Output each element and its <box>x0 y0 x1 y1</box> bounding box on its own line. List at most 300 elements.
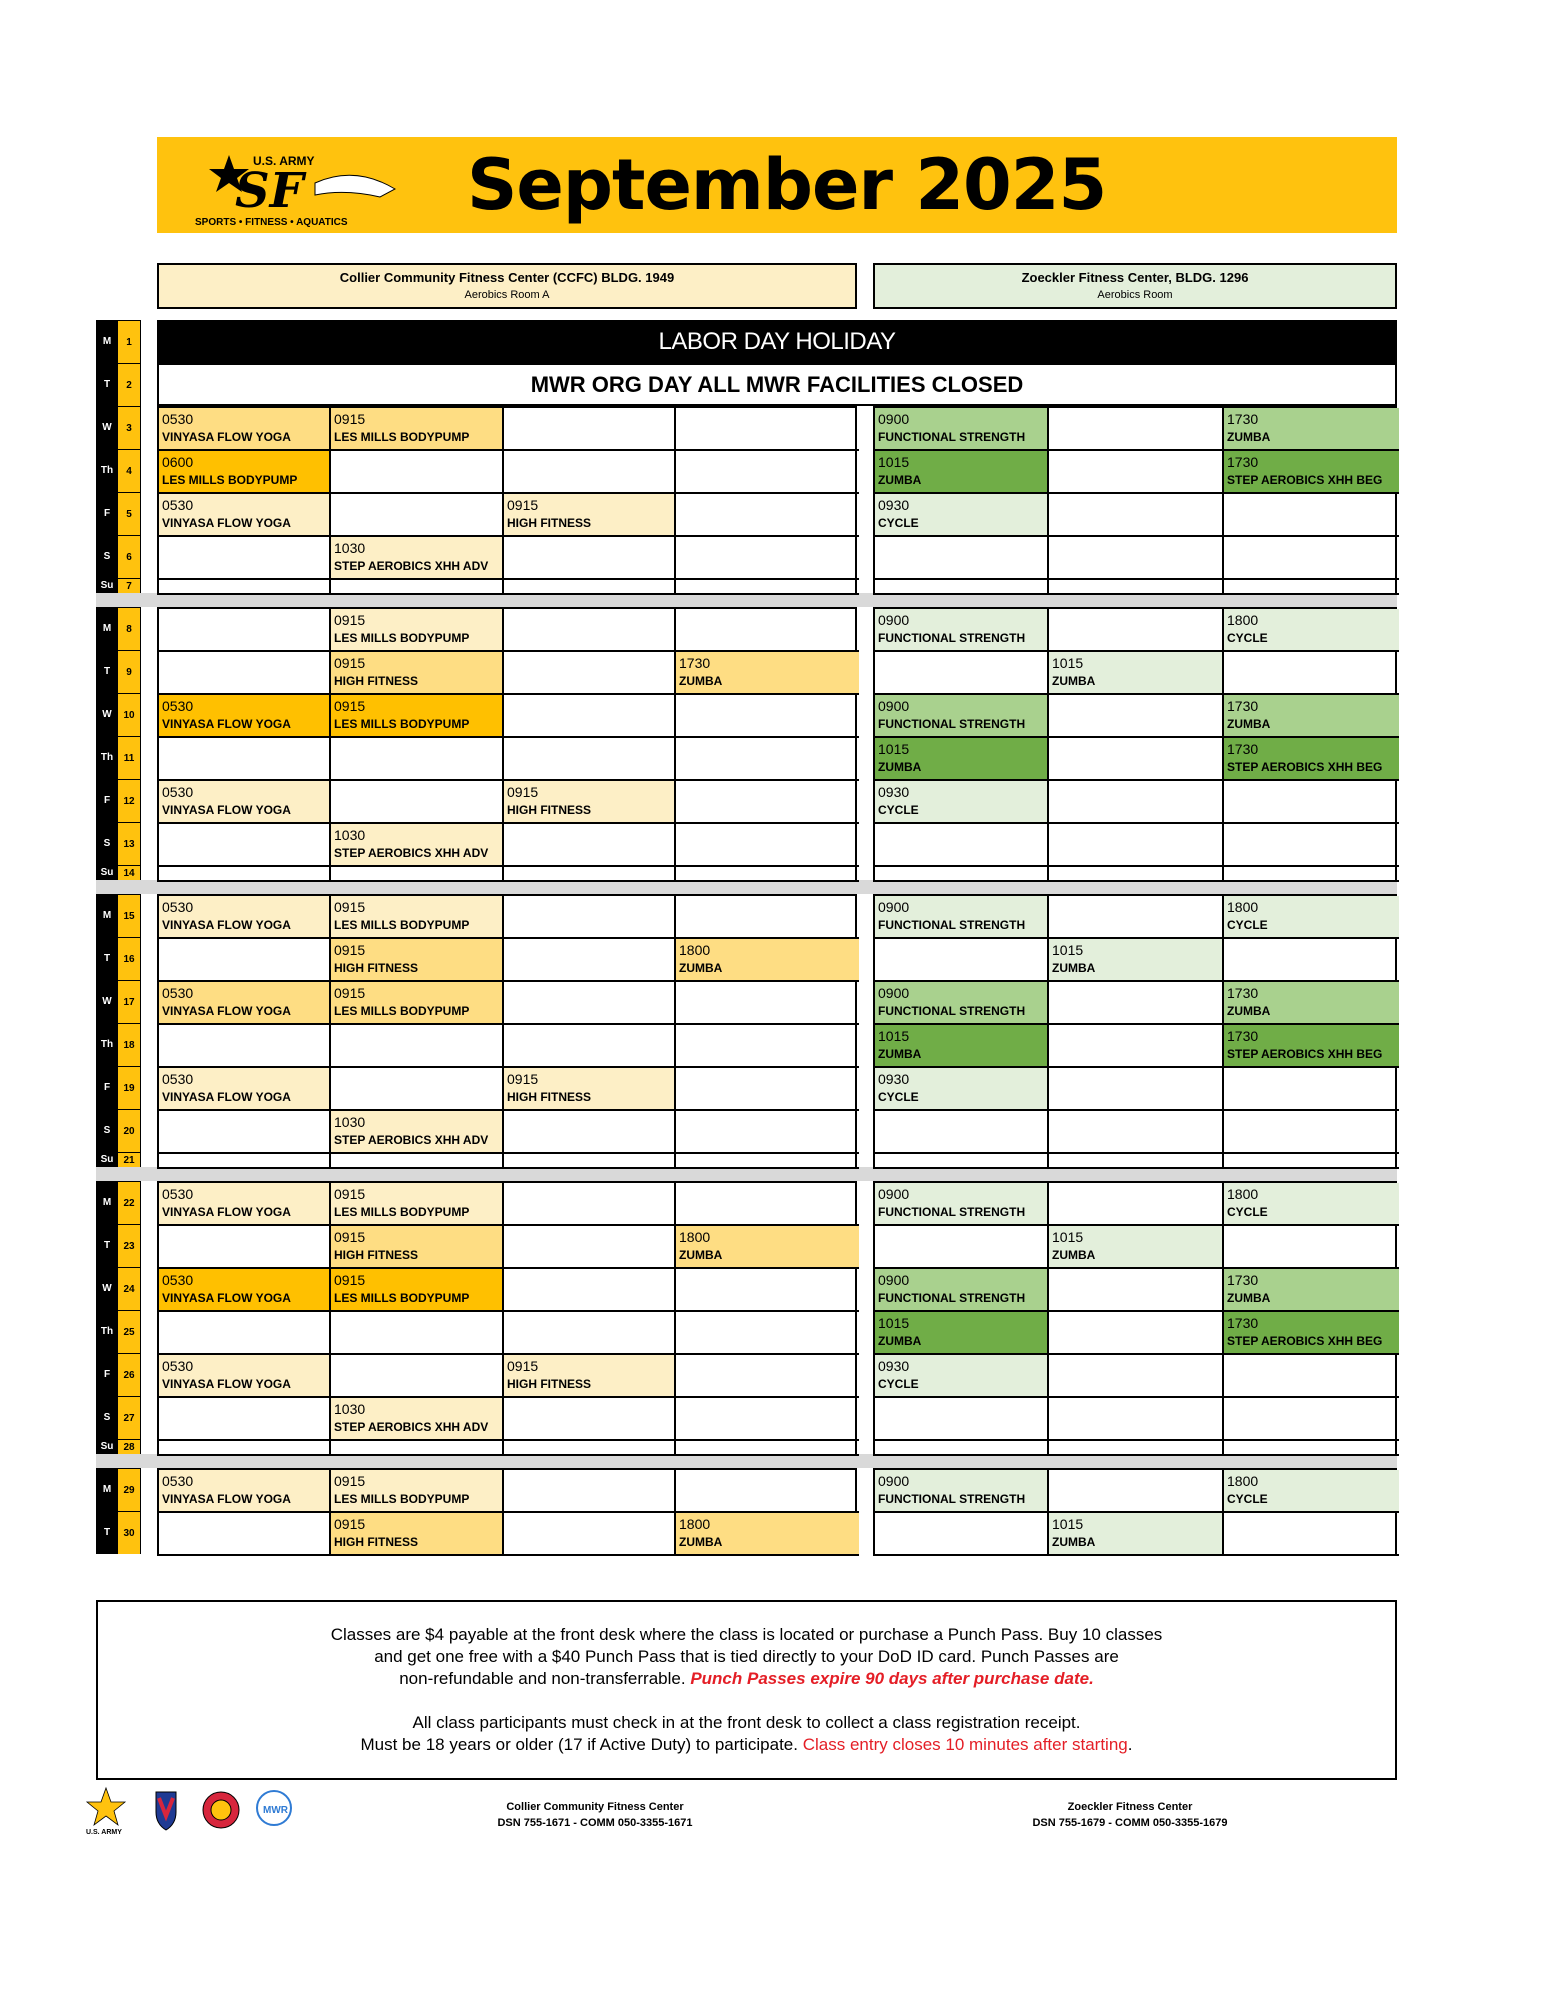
day-of-week-label: Su <box>100 867 114 878</box>
day-of-week-label: S <box>103 1125 111 1136</box>
class-cell <box>1224 982 1399 1025</box>
class-cell <box>1224 1025 1399 1068</box>
day-number-label: 19 <box>118 1066 140 1109</box>
schedule-cell <box>875 824 1049 867</box>
zoeckler-week-block <box>873 1181 1397 1456</box>
class-cell <box>875 1025 1049 1068</box>
day-number-label: 29 <box>118 1468 140 1511</box>
schedule-cell <box>676 494 859 537</box>
schedule-cell <box>504 939 676 982</box>
collier-week-block <box>157 1468 857 1556</box>
class-cell <box>331 652 504 695</box>
schedule-cell <box>676 1355 859 1398</box>
schedule-cell <box>1224 824 1399 867</box>
schedule-cell <box>676 1470 859 1513</box>
schedule-cell <box>504 580 676 595</box>
day-of-week-label: F <box>103 508 111 519</box>
class-time: 0915 <box>334 1186 366 1202</box>
schedule-cell <box>504 652 676 695</box>
day-of-week-label: Th <box>100 465 114 476</box>
schedule-cell <box>504 982 676 1025</box>
class-name: VINYASA FLOW YOGA <box>162 1492 291 1506</box>
class-name: HIGH FITNESS <box>334 1248 419 1262</box>
class-cell <box>159 1355 331 1398</box>
day-number-label: 7 <box>118 578 140 593</box>
class-time: 0530 <box>162 411 194 427</box>
class-time: 0915 <box>334 612 366 628</box>
day-number-label: 16 <box>118 937 140 980</box>
schedule-cell <box>676 982 859 1025</box>
class-cell <box>1049 939 1224 982</box>
schedule-cell <box>676 1312 859 1355</box>
day-of-week-label: T <box>103 1527 111 1538</box>
class-name: ZUMBA <box>1052 674 1096 688</box>
schedule-cell <box>1049 580 1224 595</box>
class-cell <box>159 1269 331 1312</box>
class-cell <box>875 1355 1049 1398</box>
day-number-label: 9 <box>118 650 140 693</box>
day-of-week-label: T <box>103 953 111 964</box>
day-of-week-label: W <box>102 422 112 433</box>
info-line <box>98 1734 1395 1756</box>
info-text: Must be 18 years or older (17 if Active Duty) to participate. <box>360 1735 798 1754</box>
schedule-cell <box>676 609 859 652</box>
schedule-cell <box>331 867 504 882</box>
class-name: CYCLE <box>878 1377 919 1391</box>
class-cell <box>875 896 1049 939</box>
week-separator <box>96 1167 1397 1181</box>
schedule-cell <box>1049 1312 1224 1355</box>
class-cell <box>676 939 859 982</box>
schedule-cell <box>159 738 331 781</box>
class-cell <box>875 982 1049 1025</box>
class-name: VINYASA FLOW YOGA <box>162 1090 291 1104</box>
class-name: ZUMBA <box>679 1248 723 1262</box>
class-cell <box>331 1111 504 1154</box>
class-time: 0915 <box>334 985 366 1001</box>
class-cell <box>331 609 504 652</box>
class-cell <box>159 982 331 1025</box>
army-star-icon <box>86 1788 125 1836</box>
schedule-cell <box>1049 1111 1224 1154</box>
zoeckler-week-block <box>873 607 1397 882</box>
mwr-label: MWR <box>263 1805 288 1816</box>
schedule-cell <box>159 1513 331 1556</box>
day-of-week-label: Th <box>100 752 114 763</box>
schedule-cell <box>676 1025 859 1068</box>
class-time: 1800 <box>679 1229 711 1245</box>
contact-phone: DSN 755-1679 - COMM 050-3355-1679 <box>1032 1817 1228 1829</box>
class-time: 0915 <box>507 1071 539 1087</box>
class-time: 1015 <box>1052 942 1084 958</box>
class-time: 1730 <box>1227 1272 1259 1288</box>
day-of-week-label: M <box>102 336 112 347</box>
class-name: STEP AEROBICS XHH ADV <box>334 559 489 573</box>
schedule-cell <box>504 537 676 580</box>
header-banner <box>157 137 1397 233</box>
class-time: 0930 <box>878 497 910 513</box>
day-number-label: 22 <box>118 1181 140 1224</box>
class-cell <box>159 695 331 738</box>
schedule-cell <box>1049 1441 1224 1456</box>
collier-week-block <box>157 607 857 882</box>
schedule-cell <box>159 1312 331 1355</box>
schedule-cell <box>1049 1068 1224 1111</box>
class-name: HIGH FITNESS <box>334 1535 419 1549</box>
class-time: 0900 <box>878 899 910 915</box>
class-time: 1015 <box>878 741 910 757</box>
day-number-label: 26 <box>118 1353 140 1396</box>
schedule-cell <box>504 1470 676 1513</box>
class-name: FUNCTIONAL STRENGTH <box>878 1004 1026 1018</box>
day-number-label: 18 <box>118 1023 140 1066</box>
class-name: STEP AEROBICS XHH BEG <box>1227 760 1383 774</box>
class-name: LES MILLS BODYPUMP <box>334 1205 470 1219</box>
class-name: VINYASA FLOW YOGA <box>162 1205 291 1219</box>
schedule-cell <box>1049 896 1224 939</box>
schedule-cell <box>331 1068 504 1111</box>
day-of-week-label: T <box>103 379 111 390</box>
schedule-cell <box>676 1154 859 1169</box>
class-name: ZUMBA <box>878 760 922 774</box>
class-cell <box>1224 1470 1399 1513</box>
schedule-cell <box>1224 1441 1399 1456</box>
class-time: 0915 <box>334 411 366 427</box>
schedule-cell <box>159 652 331 695</box>
schedule-cell <box>1049 1025 1224 1068</box>
class-name: HIGH FITNESS <box>507 1377 592 1391</box>
labor-day-banner: LABOR DAY HOLIDAY <box>157 320 1397 363</box>
schedule-cell <box>504 451 676 494</box>
army-label: U.S. ARMY <box>86 1829 122 1836</box>
schedule-cell <box>331 580 504 595</box>
class-name: ZUMBA <box>1227 1004 1271 1018</box>
class-name: ZUMBA <box>1052 1248 1096 1262</box>
class-name: FUNCTIONAL STRENGTH <box>878 918 1026 932</box>
class-time: 0930 <box>878 784 910 800</box>
collier-week-block <box>157 1181 857 1456</box>
week-separator <box>96 593 1397 607</box>
class-time: 1730 <box>1227 985 1259 1001</box>
class-name: VINYASA FLOW YOGA <box>162 1004 291 1018</box>
day-number-label: 3 <box>118 406 140 449</box>
class-cell <box>1224 1183 1399 1226</box>
class-time: 1800 <box>1227 1186 1259 1202</box>
class-time: 0900 <box>878 985 910 1001</box>
class-name: FUNCTIONAL STRENGTH <box>878 1205 1026 1219</box>
facility-room: Aerobics Room <box>1097 289 1173 301</box>
day-number-label: 1 <box>118 320 140 363</box>
class-cell <box>1224 896 1399 939</box>
class-name: FUNCTIONAL STRENGTH <box>878 717 1026 731</box>
class-name: VINYASA FLOW YOGA <box>162 717 291 731</box>
class-time: 0900 <box>878 1473 910 1489</box>
class-cell <box>875 1269 1049 1312</box>
info-line: Classes are $4 payable at the front desk where the class is located or purchase a Punch Pass. Buy 10 classes <box>330 1625 1163 1644</box>
class-time: 1015 <box>1052 1516 1084 1532</box>
class-cell <box>1224 408 1399 451</box>
facility-name: Zoeckler Fitness Center, BLDG. 1296 <box>1021 270 1249 285</box>
day-of-week-label: M <box>102 1197 112 1208</box>
class-name: CYCLE <box>1227 1205 1268 1219</box>
class-name: CYCLE <box>878 516 919 530</box>
class-cell <box>331 1513 504 1556</box>
class-name: VINYASA FLOW YOGA <box>162 1291 291 1305</box>
schedule-cell <box>1049 1355 1224 1398</box>
schedule-cell <box>875 1111 1049 1154</box>
day-of-week-label: T <box>103 1240 111 1251</box>
week-separator <box>96 1454 1397 1468</box>
class-cell <box>875 738 1049 781</box>
facility-header-collier <box>157 263 857 309</box>
schedule-cell <box>1049 1269 1224 1312</box>
class-time: 0530 <box>162 1272 194 1288</box>
schedule-cell <box>504 1183 676 1226</box>
day-number-label: 15 <box>118 894 140 937</box>
class-cell <box>331 537 504 580</box>
day-number-label: 11 <box>118 736 140 779</box>
class-time: 1030 <box>334 540 366 556</box>
class-name: STEP AEROBICS XHH ADV <box>334 1133 489 1147</box>
schedule-cell <box>1224 939 1399 982</box>
zoeckler-week-block <box>873 894 1397 1169</box>
class-name: STEP AEROBICS XHH BEG <box>1227 473 1383 487</box>
class-name: FUNCTIONAL STRENGTH <box>878 1291 1026 1305</box>
day-of-week-label: Th <box>100 1326 114 1337</box>
class-cell <box>331 939 504 982</box>
schedule-cell <box>1224 867 1399 882</box>
day-of-week-label: W <box>102 1283 112 1294</box>
class-time: 0915 <box>334 698 366 714</box>
schedule-cell <box>504 1398 676 1441</box>
schedule-cell <box>159 867 331 882</box>
class-cell <box>875 494 1049 537</box>
day-number-label: 24 <box>118 1267 140 1310</box>
class-cell <box>331 982 504 1025</box>
org-day-banner: MWR ORG DAY ALL MWR FACILITIES CLOSED <box>157 363 1397 406</box>
schedule-cell <box>504 1111 676 1154</box>
day-of-week-label: S <box>103 551 111 562</box>
class-time: 1030 <box>334 1114 366 1130</box>
class-cell <box>331 408 504 451</box>
class-name: ZUMBA <box>679 674 723 688</box>
contact-name: Zoeckler Fitness Center <box>1067 1801 1193 1813</box>
schedule-cell <box>331 1312 504 1355</box>
class-name: ZUMBA <box>1227 717 1271 731</box>
schedule-cell <box>676 537 859 580</box>
class-name: STEP AEROBICS XHH ADV <box>334 1420 489 1434</box>
class-time: 0915 <box>334 1272 366 1288</box>
schedule-cell <box>331 1355 504 1398</box>
schedule-cell <box>159 1154 331 1169</box>
class-time: 0915 <box>507 784 539 800</box>
class-name: LES MILLS BODYPUMP <box>334 1492 470 1506</box>
class-time: 0915 <box>334 1229 366 1245</box>
schedule-cell <box>159 1111 331 1154</box>
class-cell <box>159 451 331 494</box>
class-name: HIGH FITNESS <box>507 1090 592 1104</box>
class-time: 0915 <box>334 655 366 671</box>
class-cell <box>875 451 1049 494</box>
schedule-cell <box>331 1154 504 1169</box>
schedule-cell <box>676 1269 859 1312</box>
class-time: 1800 <box>1227 612 1259 628</box>
class-time: 0530 <box>162 1071 194 1087</box>
class-time: 1015 <box>1052 1229 1084 1245</box>
class-name: VINYASA FLOW YOGA <box>162 918 291 932</box>
schedule-cell <box>1049 1183 1224 1226</box>
schedule-cell <box>1224 1398 1399 1441</box>
day-of-week-label: W <box>102 709 112 720</box>
class-cell <box>676 652 859 695</box>
schedule-cell <box>676 781 859 824</box>
schedule-cell <box>504 1513 676 1556</box>
schedule-cell <box>504 695 676 738</box>
class-time: 0915 <box>334 1473 366 1489</box>
class-time: 1015 <box>878 1315 910 1331</box>
class-time: 0900 <box>878 411 910 427</box>
schedule-cell <box>676 1441 859 1456</box>
class-cell <box>875 609 1049 652</box>
day-number-label: 21 <box>118 1152 140 1167</box>
class-cell <box>331 1398 504 1441</box>
class-cell <box>1224 1269 1399 1312</box>
schedule-cell <box>331 494 504 537</box>
sf-logo <box>195 145 435 229</box>
day-of-week-label: W <box>102 996 112 1007</box>
class-cell <box>331 1183 504 1226</box>
schedule-cell <box>504 609 676 652</box>
class-name: ZUMBA <box>878 1047 922 1061</box>
schedule-cell <box>504 1312 676 1355</box>
schedule-cell <box>1224 1068 1399 1111</box>
class-time: 1015 <box>878 454 910 470</box>
schedule-cell <box>331 1441 504 1456</box>
schedule-cell <box>331 738 504 781</box>
day-number-label: 17 <box>118 980 140 1023</box>
schedule-cell <box>1224 1355 1399 1398</box>
class-name: STEP AEROBICS XHH ADV <box>334 846 489 860</box>
day-of-week-label: Su <box>100 580 114 591</box>
day-number-label: 6 <box>118 535 140 578</box>
class-cell <box>875 1068 1049 1111</box>
schedule-cell <box>1049 1154 1224 1169</box>
day-number-label: 5 <box>118 492 140 535</box>
schedule-cell <box>676 451 859 494</box>
class-name: HIGH FITNESS <box>507 516 592 530</box>
schedule-cell <box>331 451 504 494</box>
class-time: 0530 <box>162 985 194 1001</box>
schedule-cell <box>504 896 676 939</box>
class-time: 0530 <box>162 497 194 513</box>
zoeckler-week-block <box>873 406 1397 595</box>
class-cell <box>159 1470 331 1513</box>
class-cell <box>1224 451 1399 494</box>
schedule-cell <box>676 738 859 781</box>
contact-name: Collier Community Fitness Center <box>506 1801 684 1813</box>
day-number-label: 4 <box>118 449 140 492</box>
class-cell <box>331 1226 504 1269</box>
class-time: 0900 <box>878 1272 910 1288</box>
day-of-week-label: F <box>103 795 111 806</box>
class-time: 1730 <box>1227 1315 1259 1331</box>
day-of-week-label: S <box>103 1412 111 1423</box>
class-time: 0530 <box>162 1473 194 1489</box>
day-of-week-label: M <box>102 1484 112 1495</box>
schedule-cell <box>1049 609 1224 652</box>
day-number-label: 27 <box>118 1396 140 1439</box>
class-name: ZUMBA <box>878 473 922 487</box>
logo-sf-mark: SF <box>235 163 304 219</box>
class-name: LES MILLS BODYPUMP <box>334 1291 470 1305</box>
class-cell <box>875 1312 1049 1355</box>
schedule-cell <box>676 1398 859 1441</box>
schedule-cell <box>1049 867 1224 882</box>
class-name: CYCLE <box>878 1090 919 1104</box>
class-cell <box>159 896 331 939</box>
day-number-label: 12 <box>118 779 140 822</box>
class-time: 0915 <box>334 942 366 958</box>
day-number-label: 13 <box>118 822 140 865</box>
class-name: HIGH FITNESS <box>334 961 419 975</box>
day-number-label: 2 <box>118 363 140 406</box>
class-name: HIGH FITNESS <box>334 674 419 688</box>
day-number-label: 25 <box>118 1310 140 1353</box>
class-name: FUNCTIONAL STRENGTH <box>878 631 1026 645</box>
schedule-cell <box>159 1398 331 1441</box>
schedule-cell <box>331 781 504 824</box>
class-name: ZUMBA <box>878 1334 922 1348</box>
class-cell <box>1049 1226 1224 1269</box>
class-time: 1015 <box>1052 655 1084 671</box>
class-time: 1015 <box>878 1028 910 1044</box>
schedule-cell <box>159 1226 331 1269</box>
contact-phone: DSN 755-1671 - COMM 050-3355-1671 <box>497 1817 693 1829</box>
class-name: ZUMBA <box>1052 1535 1096 1549</box>
schedule-cell <box>504 1226 676 1269</box>
class-name: VINYASA FLOW YOGA <box>162 430 291 444</box>
day-number-label: 14 <box>118 865 140 880</box>
day-number-label: 8 <box>118 607 140 650</box>
class-name: LES MILLS BODYPUMP <box>162 473 298 487</box>
schedule-cell <box>1049 537 1224 580</box>
schedule-cell <box>159 1025 331 1068</box>
schedule-cell <box>676 695 859 738</box>
class-name: LES MILLS BODYPUMP <box>334 631 470 645</box>
schedule-cell <box>1224 580 1399 595</box>
schedule-cell <box>1049 1470 1224 1513</box>
mwr-icon <box>257 1791 291 1825</box>
contact-zoeckler <box>1005 1799 1255 1831</box>
class-cell <box>331 824 504 867</box>
class-time: 0900 <box>878 612 910 628</box>
schedule-cell <box>1224 494 1399 537</box>
class-time: 0530 <box>162 1186 194 1202</box>
class-cell <box>1224 1312 1399 1355</box>
schedule-cell <box>331 1025 504 1068</box>
schedule-cell <box>1049 494 1224 537</box>
day-number-label: 23 <box>118 1224 140 1267</box>
schedule-cell <box>875 867 1049 882</box>
class-cell <box>1049 652 1224 695</box>
schedule-cell <box>1049 451 1224 494</box>
class-cell <box>159 781 331 824</box>
schedule-cell <box>504 1025 676 1068</box>
class-name: CYCLE <box>1227 631 1268 645</box>
class-time: 1730 <box>1227 411 1259 427</box>
week-separator <box>96 880 1397 894</box>
day-of-week-label: Su <box>100 1154 114 1165</box>
